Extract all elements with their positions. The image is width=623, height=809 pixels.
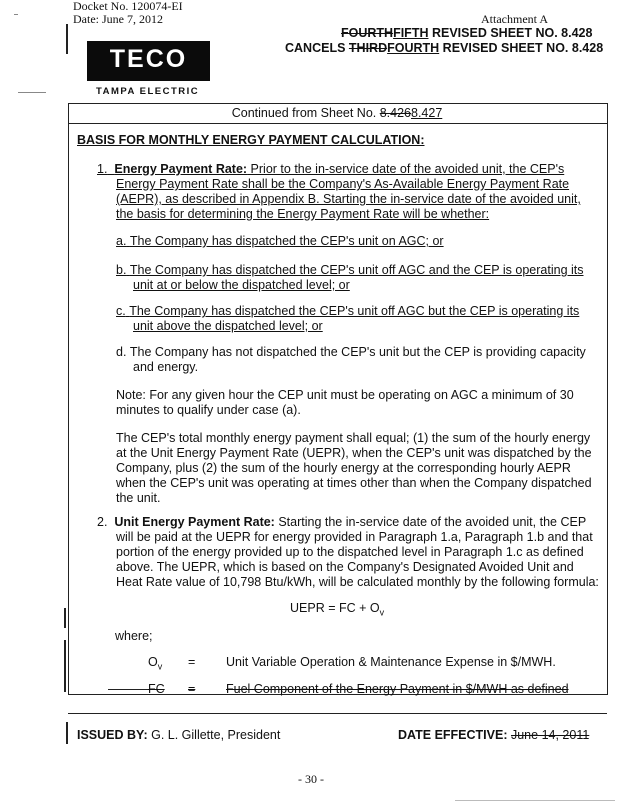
logo-subtitle: TAMPA ELECTRIC (96, 86, 200, 97)
new-sheet-ref: 8.427 (411, 106, 443, 120)
new-revision: FIFTH (393, 26, 429, 40)
sheet-revision-line (341, 26, 592, 40)
date-effective: DATE EFFECTIVE: June 14, 2011 (398, 728, 590, 742)
uepr-formula: UEPR = FC + $O_v$ (290, 601, 385, 618)
definition-equals: = (188, 655, 196, 669)
item-1-title: Energy Payment Rate: (114, 162, 248, 176)
definition-fc-text: Fuel Component of the Energy Payment in $/MWH as defined (226, 682, 569, 696)
definition-fc: FC (148, 682, 165, 696)
item-2-title: Unit Energy Payment Rate: (114, 515, 275, 529)
cancels-prefix: CANCELS (285, 41, 346, 55)
struck-revision: THIRD (348, 41, 388, 55)
struck-date: June 14, 2011 (510, 728, 590, 742)
continued-from: Continued from Sheet No. 8.4268.427 (231, 106, 443, 120)
item-1-body: Energy Payment Rate shall be the Company's As-Available Energy Payment Rate (AEPR), as described in Appendix B. Starting the in-service date of the avoided unit, the basis for determining the Energy Payment Rate will be whether: (116, 177, 581, 221)
docket-number: Docket No. 120074-EI (73, 0, 183, 13)
change-bar (64, 608, 66, 628)
sub-item-c: c. The Company has dispatched the CEP's unit off AGC but the CEP is operating its unit above the dispatched level; or (116, 304, 580, 333)
header-divider (68, 123, 607, 124)
item-1: 1. Energy Payment Rate: Prior to the in-service date of the avoided unit, the CEP's (97, 162, 565, 176)
attachment-label: Attachment A (481, 12, 548, 26)
sub-item-a: a. The Company has dispatched the CEP's unit on AGC; or (116, 234, 444, 248)
note-paragraph: Note: For any given hour the CEP unit must be operating on AGC a minimum of 30 minutes to qualify under case (a). (116, 388, 574, 417)
section-title: BASIS FOR MONTHLY ENERGY PAYMENT CALCULATION: (77, 133, 425, 147)
payment-paragraph: The CEP's total monthly energy payment shall equal; (1) the sum of the hourly energy at the Unit Energy Payment Rate (UEPR), when the CEP's unit was dispatched by the Company, plus (2) the sum of the hourly energy at the corresponding hourly AEPR when the CEP's unit was operating at times other than when the Company dispatched the unit. (116, 431, 592, 505)
sub-item-d: d. The Company has not dispatched the CEP's unit but the CEP is providing capacity and energy. (116, 345, 586, 374)
change-bar (64, 640, 66, 692)
docket-header (73, 0, 183, 26)
cancels-line (285, 41, 603, 55)
change-bar (66, 722, 68, 744)
change-bar (66, 24, 68, 54)
where-label: where; (115, 629, 153, 643)
sheet-number: REVISED SHEET NO. 8.428 (442, 41, 604, 55)
issued-by: ISSUED BY: G. L. Gillette, President (77, 728, 281, 742)
scan-mark (455, 800, 615, 801)
sheet-number: REVISED SHEET NO. 8.428 (431, 26, 593, 40)
item-2-body: will be paid at the UEPR for energy provided in Paragraph 1.a, Paragraph 1.b and that portion of the energy provided up to the dispatched level in Paragraph 1.c as defined above. The UEPR, which is based on the Company's Designated Avoided Unit and Heat Rate value of 10,798 Btu/kWh, will be calculated monthly by the following formula: (116, 530, 599, 589)
teco-logo (87, 41, 210, 81)
item-2: 2. Unit Energy Payment Rate: Starting the in-service date of the avoided unit, the CEP (97, 515, 587, 529)
strike-line (108, 689, 148, 690)
page-number: - 30 - (298, 772, 324, 786)
struck-sheet-ref: 8.426 (379, 106, 411, 120)
struck-revision: FOURTH (341, 26, 394, 40)
docket-date: Date: June 7, 2012 (73, 12, 163, 26)
margin-mark (18, 92, 46, 93)
sub-item-b: b. The Company has dispatched the CEP's unit off AGC and the CEP is operating its unit at or below the dispatched level; or (116, 263, 584, 292)
footer-divider (68, 713, 607, 714)
definition-ov: $O_v$ (148, 655, 163, 672)
new-revision: FOURTH (387, 41, 440, 55)
logo-mark: TECO (109, 45, 188, 73)
margin-mark (14, 14, 18, 15)
definition-equals: = (188, 682, 196, 696)
definition-ov-text: Unit Variable Operation & Maintenance Expense in $/MWH. (226, 655, 556, 669)
